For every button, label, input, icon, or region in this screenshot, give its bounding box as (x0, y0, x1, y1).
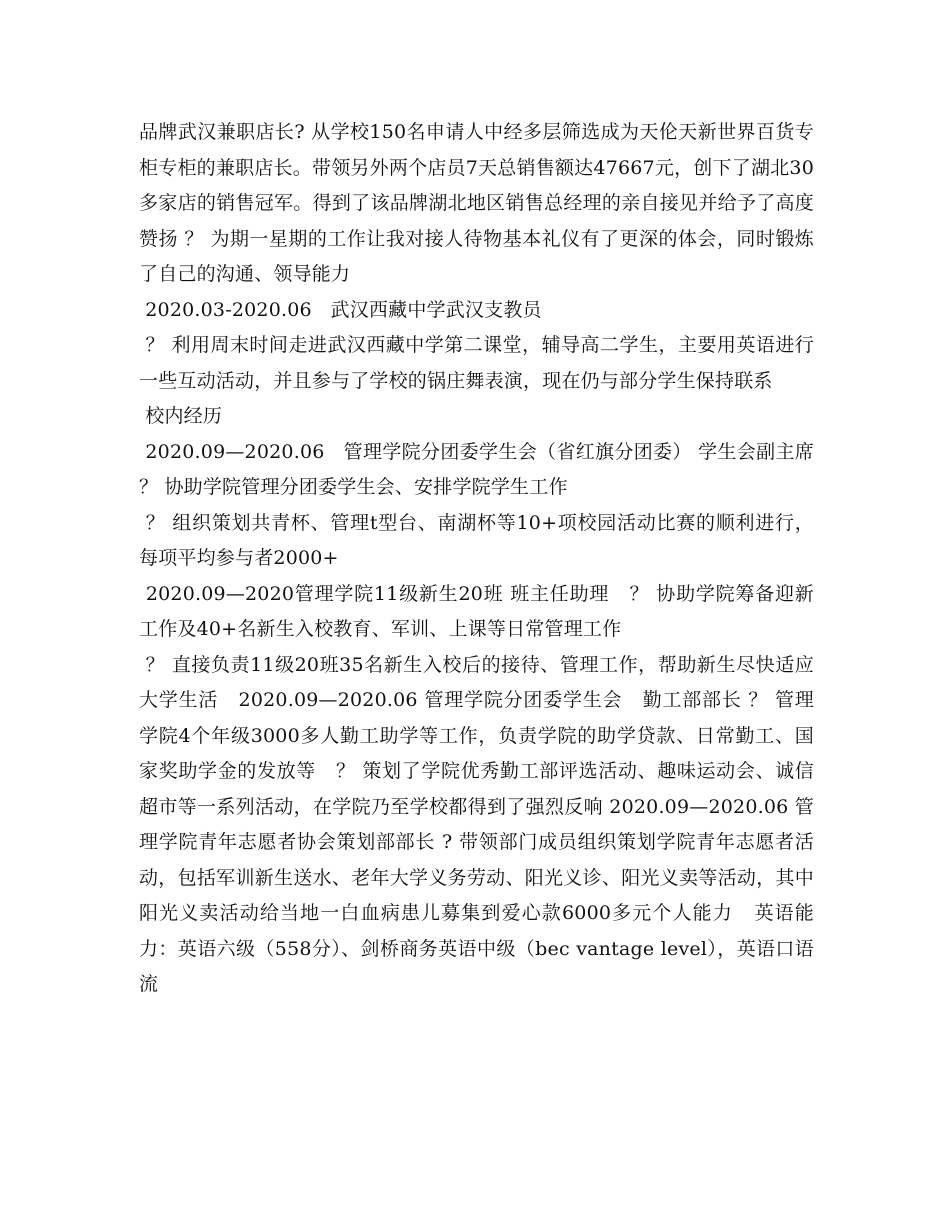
paragraph-store-manager: 品牌武汉兼职店长? 从学校150名申请人中经多层筛选成为天伦天新世界百货专柜专柜的兼职店长。带领另外两个店员7天总销售额达47667元，创下了湖北30多家店的销售冠军。得到了该品牌湖北地区销售总经理的亲自接见并给予了高度赞扬 ？ 为期一星期的工作让我对接人待物基本礼仪有了更深的体会，同时锻炼了自己的沟通、领导能力 (139, 121, 814, 285)
paragraph-work-details: ？ 直接负责11级20班35名新生入校后的接待、管理工作，帮助新生尽快适应大学生活 2020.09—2020.06 管理学院分团委学生会 勤工部部长 ？ 管理学院4个年级3000多人勤工助学等工作，负责学院的助学贷款、日常勤工、国家奖助学金的发放等 ？ 策划了学院优秀勤工部评选活动、趣味运动会、诚信超市等一系列活动，在学院乃至学校都得到了强烈反响 2020.09—2020.06 管理学院青年志愿者协会策划部部长 ? 带领部门成员组织策划学院青年志愿者活动，包括军训新生送水、老年大学义务劳动、阳光义诊、阳光义卖等活动，其中阳光义卖活动给当地一白血病患儿募集到爱心款6000多元个人能力 英语能力：英语六级（558分）、剑桥商务英语中级（bec vantage level），英语口语流 (139, 653, 814, 995)
paragraph-teaching-heading: 2020.03-2020.06 武汉西藏中学武汉支教员 (139, 298, 542, 321)
paragraph-student-union: 2020.09—2020.06 管理学院分团委学生会（省红旗分团委） 学生会副主席 ？ 协助学院管理分团委学生会、安排学院学生工作 (139, 440, 821, 498)
document-body (139, 115, 821, 1003)
section-heading-campus: 校内经历 (139, 405, 223, 427)
paragraph-class-assistant: 2020.09—2020管理学院11级新生20班 班主任助理 ？ 协助学院筹备迎新工作及40+名新生入校教育、军训、上课等日常管理工作 (139, 582, 815, 640)
paragraph-campus-activities: ？ 组织策划共青杯、管理t型台、南湖杯等10+项校园活动比赛的顺利进行，每项平均参与者2000+ (139, 511, 814, 569)
paragraph-teaching-detail: ？ 利用周末时间走进武汉西藏中学第二课堂，辅导高二学生，主要用英语进行一些互动活动，并且参与了学校的锅庄舞表演，现在仍与部分学生保持联系 (139, 334, 814, 392)
